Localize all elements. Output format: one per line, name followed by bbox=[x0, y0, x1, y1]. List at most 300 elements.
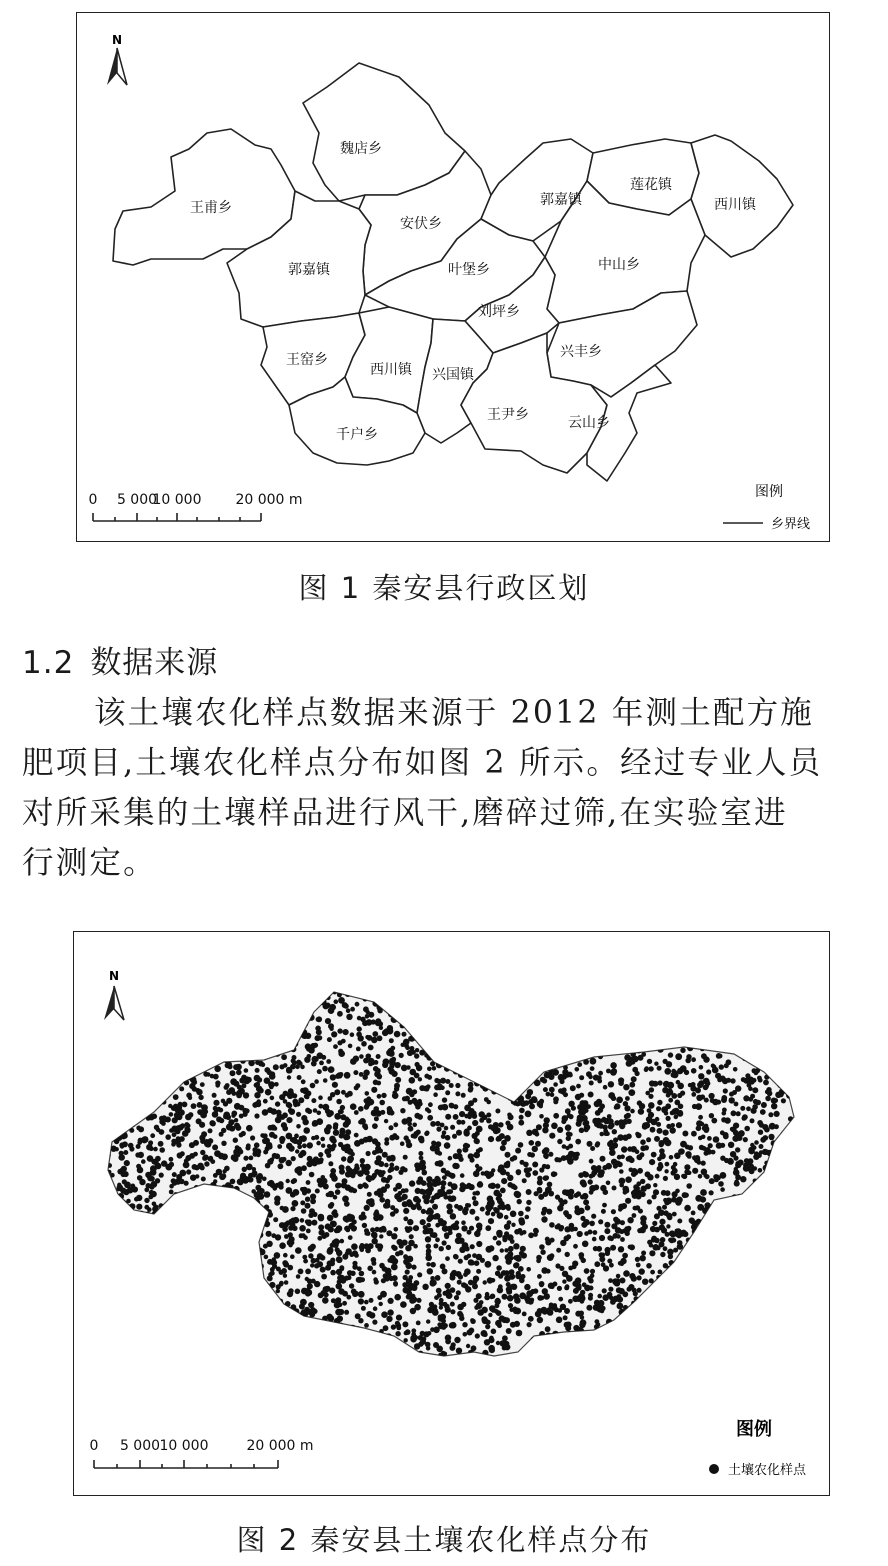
sample-point bbox=[510, 1069, 516, 1075]
sample-point bbox=[620, 996, 627, 1003]
sample-point bbox=[762, 1008, 768, 1014]
sample-point bbox=[197, 1328, 203, 1334]
sample-point bbox=[190, 1206, 195, 1211]
sample-point bbox=[138, 1126, 144, 1132]
sample-point bbox=[599, 1103, 605, 1109]
sample-point bbox=[495, 1271, 501, 1277]
sample-point bbox=[636, 1342, 641, 1347]
sample-point bbox=[793, 1322, 797, 1326]
sample-point bbox=[172, 1172, 177, 1177]
sample-point bbox=[334, 999, 339, 1004]
sample-point bbox=[440, 1356, 446, 1362]
sample-point bbox=[357, 1026, 362, 1031]
sample-point bbox=[402, 1032, 407, 1037]
sample-point bbox=[784, 1196, 790, 1202]
sample-point bbox=[495, 1183, 500, 1188]
sample-point bbox=[130, 1226, 135, 1231]
sample-point bbox=[623, 1305, 628, 1310]
sample-point bbox=[786, 1289, 791, 1294]
sample-point bbox=[600, 1156, 606, 1162]
sample-point bbox=[114, 1322, 121, 1329]
sample-point bbox=[695, 1195, 702, 1202]
sample-point bbox=[456, 1233, 462, 1239]
sample-point bbox=[500, 1188, 506, 1194]
sample-point bbox=[740, 1319, 745, 1324]
sample-point bbox=[494, 1005, 501, 1012]
sample-point bbox=[331, 1334, 338, 1341]
sample-point bbox=[639, 1152, 644, 1157]
sample-point bbox=[245, 1309, 251, 1315]
sample-point bbox=[714, 994, 719, 999]
sample-point bbox=[716, 1000, 722, 1006]
sample-point bbox=[676, 1291, 680, 1295]
sample-point bbox=[410, 994, 415, 999]
sample-point bbox=[743, 1137, 748, 1142]
sample-point bbox=[210, 1011, 216, 1017]
sample-point bbox=[744, 1206, 750, 1212]
sample-point bbox=[134, 1270, 138, 1274]
sample-point bbox=[348, 1044, 353, 1049]
sample-point bbox=[571, 1006, 577, 1012]
sample-point bbox=[239, 1078, 245, 1084]
sample-point bbox=[302, 1191, 307, 1196]
sample-point bbox=[617, 1303, 624, 1310]
sample-point bbox=[185, 1208, 192, 1215]
sample-point bbox=[323, 1323, 328, 1328]
sample-point bbox=[236, 1274, 243, 1281]
sample-point bbox=[212, 1093, 217, 1098]
sample-point bbox=[650, 1226, 656, 1232]
sample-point bbox=[412, 1299, 417, 1304]
sample-point bbox=[122, 1039, 127, 1044]
sample-point bbox=[775, 1092, 781, 1098]
sample-point bbox=[251, 1355, 257, 1361]
sample-point bbox=[689, 1340, 694, 1345]
sample-point bbox=[492, 1255, 498, 1261]
sample-point bbox=[149, 1304, 154, 1309]
sample-point bbox=[316, 985, 321, 990]
sample-point bbox=[418, 1102, 423, 1107]
sample-point bbox=[665, 1307, 670, 1312]
sample-point bbox=[546, 1344, 552, 1350]
sample-point bbox=[607, 1259, 612, 1264]
sample-point bbox=[627, 1287, 632, 1292]
sample-point bbox=[250, 1246, 256, 1252]
sample-point bbox=[500, 987, 504, 991]
sample-point bbox=[463, 1272, 468, 1277]
sample-point bbox=[628, 1089, 635, 1096]
sample-point bbox=[143, 1101, 149, 1107]
sample-point bbox=[542, 988, 549, 995]
sample-point bbox=[386, 1316, 392, 1322]
sample-point bbox=[761, 1257, 767, 1263]
sample-point bbox=[120, 1313, 125, 1318]
sample-point bbox=[358, 1184, 364, 1190]
sample-point bbox=[395, 1321, 400, 1326]
sample-point bbox=[574, 1338, 578, 1342]
sample-point bbox=[188, 1248, 193, 1253]
sample-point bbox=[361, 1358, 366, 1363]
sample-point bbox=[551, 1053, 556, 1058]
sample-point bbox=[264, 1023, 269, 1028]
sample-point bbox=[291, 1304, 297, 1310]
sample-point bbox=[508, 1061, 515, 1068]
sample-point bbox=[631, 1146, 637, 1152]
sample-point bbox=[195, 1036, 202, 1043]
sample-point bbox=[630, 1328, 636, 1334]
sample-point bbox=[590, 1146, 595, 1151]
sample-point bbox=[711, 1223, 715, 1227]
sample-point bbox=[470, 994, 475, 999]
sample-point bbox=[406, 1088, 413, 1095]
sample-point bbox=[357, 1266, 362, 1271]
sample-point bbox=[103, 1240, 109, 1246]
sample-point bbox=[547, 1358, 552, 1363]
sample-point bbox=[682, 1002, 687, 1007]
sample-point bbox=[519, 1014, 525, 1020]
sample-point bbox=[178, 994, 184, 1000]
sample-point bbox=[154, 1241, 159, 1246]
sample-point bbox=[235, 1194, 240, 1199]
sample-point bbox=[211, 1309, 216, 1314]
sample-point bbox=[103, 1079, 109, 1085]
sample-point bbox=[567, 1355, 573, 1361]
sample-point bbox=[336, 1250, 342, 1256]
sample-point bbox=[787, 1345, 792, 1350]
sample-point bbox=[765, 1179, 771, 1185]
sample-point bbox=[170, 1024, 177, 1031]
sample-point bbox=[191, 1103, 197, 1109]
sample-point bbox=[103, 1293, 109, 1299]
sample-point bbox=[105, 1030, 112, 1037]
sample-point bbox=[305, 1197, 310, 1202]
sample-point bbox=[296, 1320, 302, 1326]
sample-point bbox=[574, 1010, 580, 1016]
sample-point bbox=[217, 1239, 222, 1244]
sample-point bbox=[417, 1114, 423, 1120]
sample-point bbox=[265, 1343, 271, 1349]
sample-point bbox=[624, 1105, 630, 1111]
sample-point bbox=[620, 1262, 625, 1267]
sample-point bbox=[601, 1001, 607, 1007]
sample-point bbox=[441, 1048, 448, 1055]
sample-point bbox=[208, 1318, 213, 1323]
sample-point bbox=[465, 1246, 470, 1251]
sample-point bbox=[524, 1284, 530, 1290]
sample-point bbox=[416, 1321, 421, 1326]
sample-point bbox=[765, 1344, 771, 1350]
sample-point bbox=[141, 1292, 146, 1297]
sample-point bbox=[125, 1035, 132, 1042]
sample-point bbox=[600, 1040, 607, 1047]
sample-point bbox=[249, 1309, 255, 1315]
sample-point bbox=[110, 1259, 114, 1263]
sample-point bbox=[373, 1066, 379, 1072]
sample-point bbox=[751, 1202, 756, 1207]
sample-point bbox=[677, 1219, 682, 1224]
sample-point bbox=[715, 1073, 721, 1079]
sample-point bbox=[582, 1282, 587, 1287]
sample-point bbox=[737, 1335, 742, 1340]
sample-point bbox=[103, 1131, 109, 1137]
sample-point bbox=[757, 1293, 763, 1299]
sample-point bbox=[707, 1300, 714, 1307]
sample-point bbox=[705, 1269, 711, 1275]
sample-point bbox=[198, 990, 203, 995]
sample-point bbox=[377, 1074, 383, 1080]
sample-point bbox=[468, 1111, 475, 1118]
sample-point bbox=[765, 1174, 771, 1180]
sample-point bbox=[445, 1289, 451, 1295]
sample-point bbox=[483, 1064, 488, 1069]
sample-point bbox=[115, 1113, 121, 1119]
sample-point bbox=[562, 1189, 568, 1195]
sample-point bbox=[389, 1155, 395, 1161]
sample-point bbox=[792, 1293, 797, 1298]
sample-point bbox=[718, 1054, 723, 1059]
sample-point bbox=[248, 1013, 253, 1018]
sample-point bbox=[477, 1024, 482, 1029]
sample-point bbox=[108, 1332, 115, 1339]
sample-point bbox=[715, 1345, 721, 1351]
sample-point bbox=[201, 1110, 207, 1116]
sample-point bbox=[622, 1048, 627, 1053]
sample-point bbox=[286, 1017, 291, 1022]
sample-point bbox=[146, 1062, 151, 1067]
sample-point bbox=[151, 1296, 155, 1300]
sample-point bbox=[107, 1301, 114, 1308]
sample-point bbox=[792, 1187, 797, 1192]
sample-point bbox=[118, 1329, 123, 1334]
sample-point bbox=[439, 1052, 444, 1057]
sample-point bbox=[199, 1356, 205, 1362]
sample-point bbox=[114, 1285, 119, 1290]
sample-point bbox=[158, 1141, 164, 1147]
sample-point bbox=[764, 1075, 769, 1080]
sample-point bbox=[675, 1228, 681, 1234]
sample-point bbox=[148, 1286, 154, 1292]
sample-point bbox=[734, 1350, 739, 1355]
sample-point bbox=[441, 1040, 447, 1046]
sample-point bbox=[656, 1297, 662, 1303]
sample-point bbox=[288, 1022, 294, 1028]
sample-point bbox=[291, 1156, 296, 1161]
sample-point bbox=[231, 1199, 237, 1205]
sample-point bbox=[428, 1006, 433, 1011]
sample-point bbox=[542, 1078, 547, 1083]
sample-point bbox=[236, 1006, 243, 1013]
sample-point bbox=[189, 1017, 195, 1023]
sample-point bbox=[536, 1124, 542, 1130]
sample-point bbox=[659, 1352, 665, 1358]
sample-point bbox=[721, 998, 728, 1005]
sample-point bbox=[337, 1334, 343, 1340]
sample-point bbox=[219, 1132, 224, 1137]
sample-point bbox=[629, 1168, 634, 1173]
sample-point bbox=[389, 1058, 396, 1065]
sample-point bbox=[455, 1083, 460, 1088]
sample-point bbox=[190, 1296, 197, 1303]
sample-point bbox=[605, 1048, 612, 1055]
sample-point bbox=[335, 1113, 341, 1119]
sample-point bbox=[169, 1003, 176, 1010]
sample-point bbox=[379, 990, 385, 996]
sample-point bbox=[119, 1284, 125, 1290]
sample-point bbox=[197, 997, 203, 1003]
sample-point bbox=[304, 1353, 310, 1359]
sample-point bbox=[424, 1026, 430, 1032]
sample-point bbox=[122, 1006, 126, 1010]
sample-point bbox=[670, 1123, 675, 1128]
sample-point bbox=[786, 1321, 792, 1327]
sample-point bbox=[316, 1029, 322, 1035]
sample-point bbox=[699, 1014, 704, 1019]
sample-point bbox=[359, 1214, 365, 1220]
sample-point bbox=[663, 1198, 667, 1202]
sample-point bbox=[470, 1244, 475, 1249]
sample-point bbox=[645, 1183, 651, 1189]
sample-point bbox=[457, 1046, 462, 1051]
sample-point bbox=[575, 1139, 581, 1145]
sample-point bbox=[191, 1040, 196, 1045]
sample-point bbox=[715, 1226, 720, 1231]
sample-point bbox=[303, 1119, 309, 1125]
sample-point bbox=[246, 1231, 251, 1236]
sample-point bbox=[193, 1014, 198, 1019]
sample-point bbox=[629, 990, 636, 997]
sample-point bbox=[435, 1141, 441, 1147]
sample-point bbox=[760, 1195, 765, 1200]
sample-point bbox=[130, 1253, 135, 1258]
sample-point bbox=[313, 1344, 318, 1349]
sample-point bbox=[519, 1115, 524, 1120]
sample-point bbox=[444, 1055, 449, 1060]
sample-point bbox=[794, 1035, 801, 1042]
sample-point bbox=[487, 1075, 493, 1081]
sample-point bbox=[632, 1006, 637, 1011]
sample-point bbox=[306, 1221, 311, 1226]
sample-point bbox=[219, 1017, 224, 1022]
sample-point bbox=[461, 1302, 466, 1307]
sample-point bbox=[784, 1181, 788, 1185]
sample-point bbox=[183, 1319, 190, 1326]
sample-point bbox=[286, 1179, 290, 1183]
sample-point bbox=[456, 1348, 462, 1354]
sample-point bbox=[722, 1260, 728, 1266]
sample-point bbox=[114, 1328, 119, 1333]
sample-point bbox=[519, 993, 525, 999]
sample-point bbox=[507, 1006, 514, 1013]
sample-point bbox=[535, 1132, 540, 1137]
sample-point bbox=[413, 1015, 418, 1020]
sample-point bbox=[328, 1226, 334, 1232]
sample-point bbox=[163, 1286, 169, 1292]
sample-point bbox=[780, 1145, 785, 1150]
sample-point bbox=[329, 1326, 334, 1331]
sample-point bbox=[452, 1223, 459, 1230]
sample-point bbox=[142, 1356, 148, 1362]
sample-point bbox=[478, 1166, 483, 1171]
sample-point bbox=[535, 1311, 542, 1318]
sample-point bbox=[780, 1266, 785, 1271]
sample-point bbox=[568, 1101, 574, 1107]
sample-point bbox=[300, 1200, 305, 1205]
sample-point bbox=[782, 1132, 789, 1139]
sample-point bbox=[795, 1336, 801, 1342]
sample-point bbox=[539, 1244, 545, 1250]
sample-point bbox=[387, 1309, 393, 1315]
sample-point bbox=[107, 1107, 112, 1112]
sample-point bbox=[126, 1210, 131, 1215]
sample-point bbox=[573, 1041, 578, 1046]
sample-point bbox=[637, 1288, 642, 1293]
sample-point bbox=[646, 1263, 652, 1269]
sample-point bbox=[251, 1335, 258, 1342]
sample-point bbox=[593, 1027, 599, 1033]
sample-point bbox=[542, 999, 548, 1005]
sample-point bbox=[293, 1189, 300, 1196]
sample-point bbox=[183, 1019, 188, 1024]
sample-point bbox=[280, 1001, 286, 1007]
sample-point bbox=[116, 1258, 123, 1265]
sample-point bbox=[445, 1114, 451, 1120]
sample-point bbox=[335, 1333, 342, 1340]
sample-point bbox=[278, 1163, 284, 1169]
sample-point bbox=[562, 1354, 568, 1360]
sample-point bbox=[213, 1350, 220, 1357]
sample-point bbox=[752, 1037, 757, 1042]
sample-point bbox=[289, 1017, 295, 1023]
sample-point bbox=[394, 1031, 401, 1038]
sample-point bbox=[576, 995, 582, 1001]
sample-point bbox=[259, 1188, 265, 1194]
sample-point bbox=[291, 1058, 296, 1063]
township-label: 西川镇 bbox=[714, 197, 756, 213]
sample-point bbox=[586, 1071, 592, 1077]
sample-point bbox=[781, 1073, 786, 1078]
sample-point bbox=[244, 1267, 250, 1273]
sample-point bbox=[524, 1100, 530, 1106]
sample-point bbox=[378, 1227, 384, 1233]
sample-point bbox=[232, 1156, 238, 1162]
sample-point bbox=[496, 989, 501, 994]
sample-point bbox=[651, 998, 658, 1005]
sample-point bbox=[318, 1215, 324, 1221]
sample-point bbox=[483, 1332, 488, 1337]
sample-point bbox=[449, 1322, 455, 1328]
sample-point bbox=[574, 1341, 579, 1346]
sample-point bbox=[311, 1343, 317, 1349]
sample-point bbox=[737, 1045, 744, 1052]
sample-point bbox=[660, 1033, 666, 1039]
sample-point bbox=[774, 1054, 780, 1060]
sample-point bbox=[663, 1130, 669, 1136]
sample-point bbox=[134, 1338, 139, 1343]
sample-point bbox=[430, 1262, 436, 1268]
sample-point bbox=[305, 1203, 311, 1209]
sample-point bbox=[243, 1156, 248, 1161]
sample-point bbox=[787, 1201, 794, 1208]
sample-point bbox=[565, 1124, 572, 1131]
sample-point bbox=[269, 1305, 276, 1312]
sample-point bbox=[231, 1111, 237, 1117]
sample-point bbox=[324, 1334, 330, 1340]
sample-point bbox=[692, 1168, 698, 1174]
sample-point bbox=[384, 1178, 390, 1184]
sample-point bbox=[743, 1017, 748, 1022]
sample-point bbox=[614, 1281, 619, 1286]
sample-point bbox=[317, 985, 323, 991]
